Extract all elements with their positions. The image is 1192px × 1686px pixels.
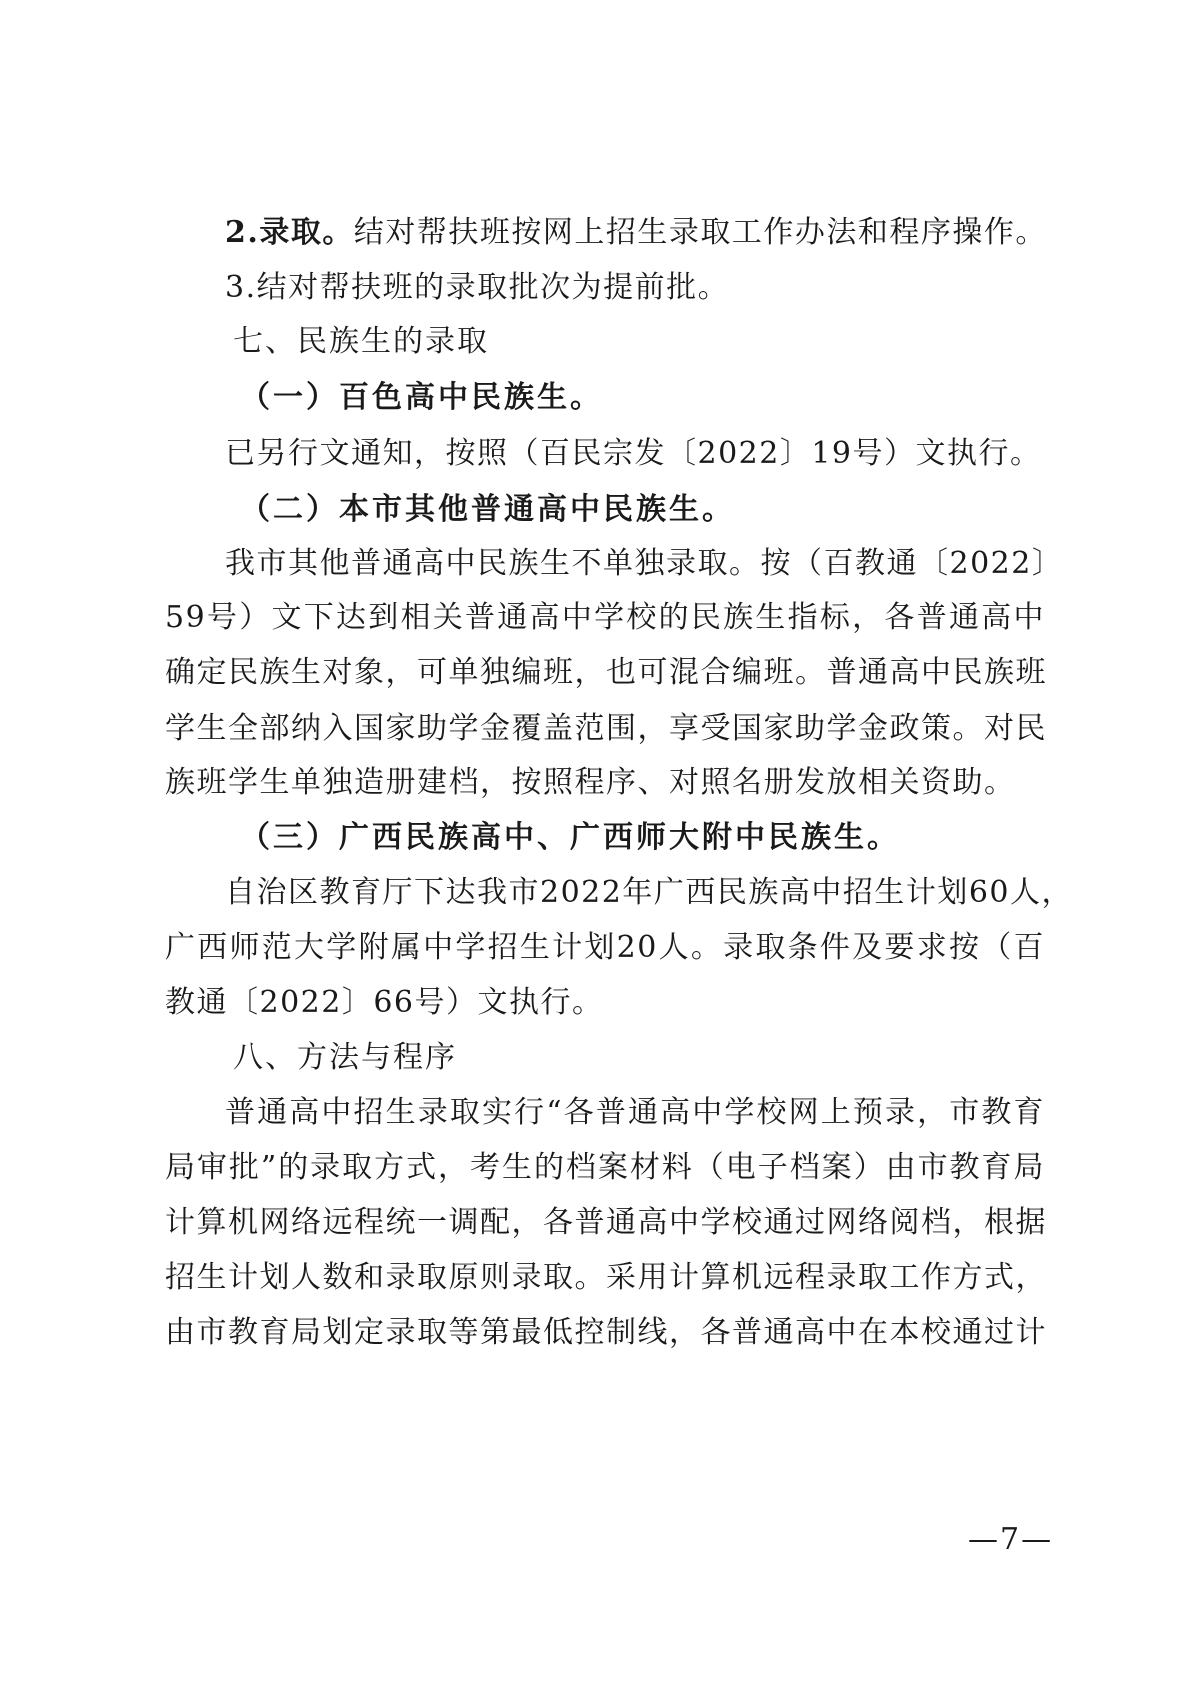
paragraph-7-2-line-3: 确定民族生对象，可单独编班，也可混合编班。普通高中民族班 xyxy=(165,655,1047,690)
subheading-7-3: （三）广西民族高中、广西师大附中民族生。 xyxy=(240,820,900,855)
section-heading-8: 八、方法与程序 xyxy=(233,1040,457,1075)
paragraph-7-2-line-4: 学生全部纳入国家助学金覆盖范围，享受国家助学金政策。对民 xyxy=(165,711,1047,746)
admission-item2-text: 结对帮扶班按网上招生录取工作办法和程序操作。 xyxy=(353,215,1047,250)
paragraph-8-line-1: 普通高中招生录取实行“各普通高中学校网上预录，市教育 xyxy=(225,1095,1045,1130)
subheading-7-2: （二）本市其他普通高中民族生。 xyxy=(240,492,735,527)
paragraph-7-3-line-2: 广西师范大学附属中学招生计划20人。录取条件及要求按（百 xyxy=(165,930,1045,965)
paragraph-8-line-3: 计算机网络远程统一调配，各普通高中学校通过网络阅档，根据 xyxy=(165,1205,1047,1240)
paragraph-7-2-line-2: 59号）文下达到相关普通高中学校的民族生指标，各普通高中 xyxy=(165,600,1045,635)
paragraph-7-2-line-5: 族班学生单独造册建档，按照程序、对照名册发放相关资助。 xyxy=(165,765,1016,800)
paragraph-8-line-4: 招生计划人数和录取原则录取。采用计算机远程录取工作方式， xyxy=(165,1260,1047,1295)
paragraph-7-1: 已另行文通知，按照（百民宗发〔2022〕19号）文执行。 xyxy=(225,436,1042,471)
paragraph-8-line-2: 局审批”的录取方式，考生的档案材料（电子档案）由市教育局 xyxy=(165,1150,1045,1185)
paragraph-admission-item3: 3.结对帮扶班的录取批次为提前批。 xyxy=(225,270,730,305)
paragraph-7-3-line-1: 自治区教育厅下达我市2022年广西民族高中招生计划60人， xyxy=(225,875,1074,910)
paragraph-7-2-line-1: 我市其他普通高中民族生不单独录取。按（百教通〔2022〕 xyxy=(225,546,1064,581)
admission-item2-lead: 2.录取。 xyxy=(225,215,354,250)
paragraph-7-3-line-3: 教通〔2022〕66号）文执行。 xyxy=(165,985,604,1020)
subheading-7-1: （一）百色高中民族生。 xyxy=(240,380,603,415)
page-number: —7— xyxy=(968,1522,1054,1557)
section-heading-7: 七、民族生的录取 xyxy=(233,324,489,359)
paragraph-8-line-5: 由市教育局划定录取等第最低控制线，各普通高中在本校通过计 xyxy=(165,1315,1047,1350)
paragraph-admission-item2 xyxy=(225,213,1105,253)
